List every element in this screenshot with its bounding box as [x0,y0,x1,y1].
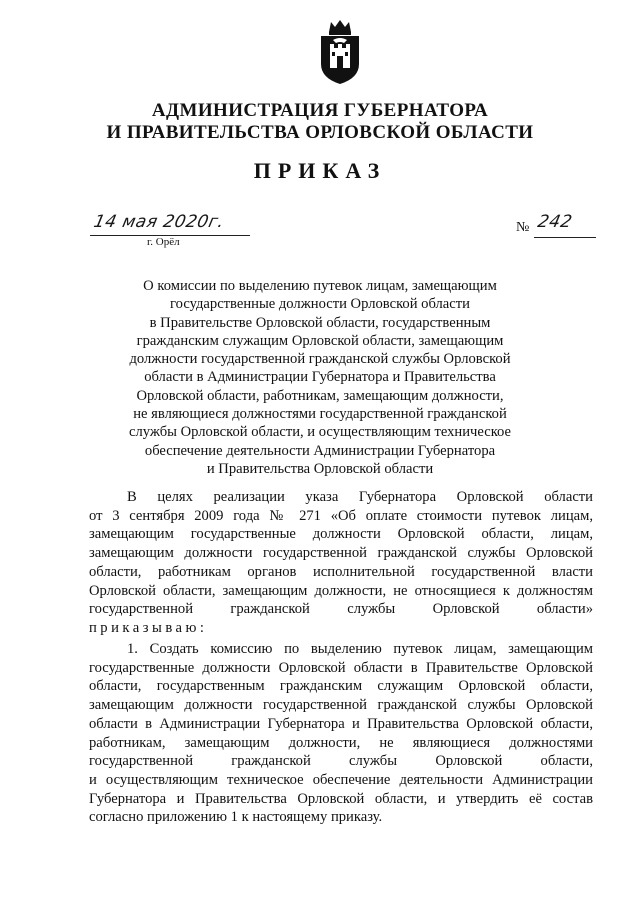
document-subject [100,277,540,478]
city-label: г. Орёл [147,236,180,248]
paragraph-line: замещающим должности государственной гражданской службы Орловской [89,545,593,562]
subject-line: гражданским служащим Орловской области, замещающим [136,332,504,349]
paragraph-line: замещающим государственные должности Орловской области, лицам, [89,526,593,543]
paragraph-line: В целях реализации указа Губернатора Орловской области [127,489,593,505]
subject-line: должности государственной гражданской службы Орловской [129,351,511,368]
subject-line: О комиссии по выделению путевок лицам, замещающим [143,278,497,294]
number-label: № [516,220,530,235]
document-type-title: ПРИКАЗ [253,158,387,183]
subject-line: службы Орловской области, и осуществляющим техническое [128,424,512,441]
paragraph-line: государственной гражданской службы Орловской области, [89,753,593,770]
paragraph-line: согласно приложению 1 к настоящему приказу. [89,809,383,826]
number-field [516,212,596,238]
paragraph-line: области в Администрации Губернатора и Правительства Орловской области, [89,715,593,732]
subject-line: обеспечение деятельности Администрации Губернатора [144,442,496,459]
subject-line: не являющиеся должностями государственной гражданской [133,406,507,423]
paragraph-line: 1. Создать комиссию по выделению путевок лицам, замещающим [127,641,593,657]
paragraph-line: Губернатора и Правительства Орловской области, и утвердить её состав [89,790,593,807]
organization-title-line-2: И ПРАВИТЕЛЬСТВА ОРЛОВСКОЙ ОБЛАСТИ [106,122,534,143]
subject-line: области в Администрации Губернатора и Правительства [144,369,496,386]
paragraph-line: Орловской области, замещающим должности, не относящиеся к должностям [89,582,593,599]
subject-line: и Правительства Орловской области [206,460,434,477]
subject-line: государственные должности Орловской области [170,296,470,313]
coat-of-arms-icon [317,18,363,86]
organization-title-line-1: АДМИНИСТРАЦИЯ ГУБЕРНАТОРА [151,100,489,121]
paragraph-line: государственные должности Орловской области в Правительстве Орловской [89,659,593,676]
paragraph-line: замещающим должности государственной гражданской службы Орловской [89,697,593,714]
paragraph-line: области, государственным гражданским служащим Орловской области, [89,678,593,695]
subject-line: Орловской области, работникам, замещающим должности, [136,387,504,404]
paragraph-line: и осуществляющим техническое обеспечение деятельности Администрации [89,771,593,788]
clause-1-paragraph [89,640,593,827]
order-word: приказываю: [89,619,208,636]
preamble-paragraph [89,488,593,638]
number-value: 242 [535,212,575,232]
date-value: 14 мая 2020г. [91,212,227,232]
paragraph-line: государственной гражданской службы Орловской области» [89,601,593,618]
number-underline [534,237,596,238]
paragraph-line: от 3 сентября 2009 года № 271 «Об оплате стоимости путевок лицам, [89,507,593,524]
subject-line: в Правительстве Орловской области, государственным [149,314,491,331]
paragraph-line: области, работникам органов исполнительной государственной власти [89,563,593,580]
paragraph-line: работникам, замещающим должности, не являющиеся должностями [89,734,593,751]
date-field [90,212,250,236]
